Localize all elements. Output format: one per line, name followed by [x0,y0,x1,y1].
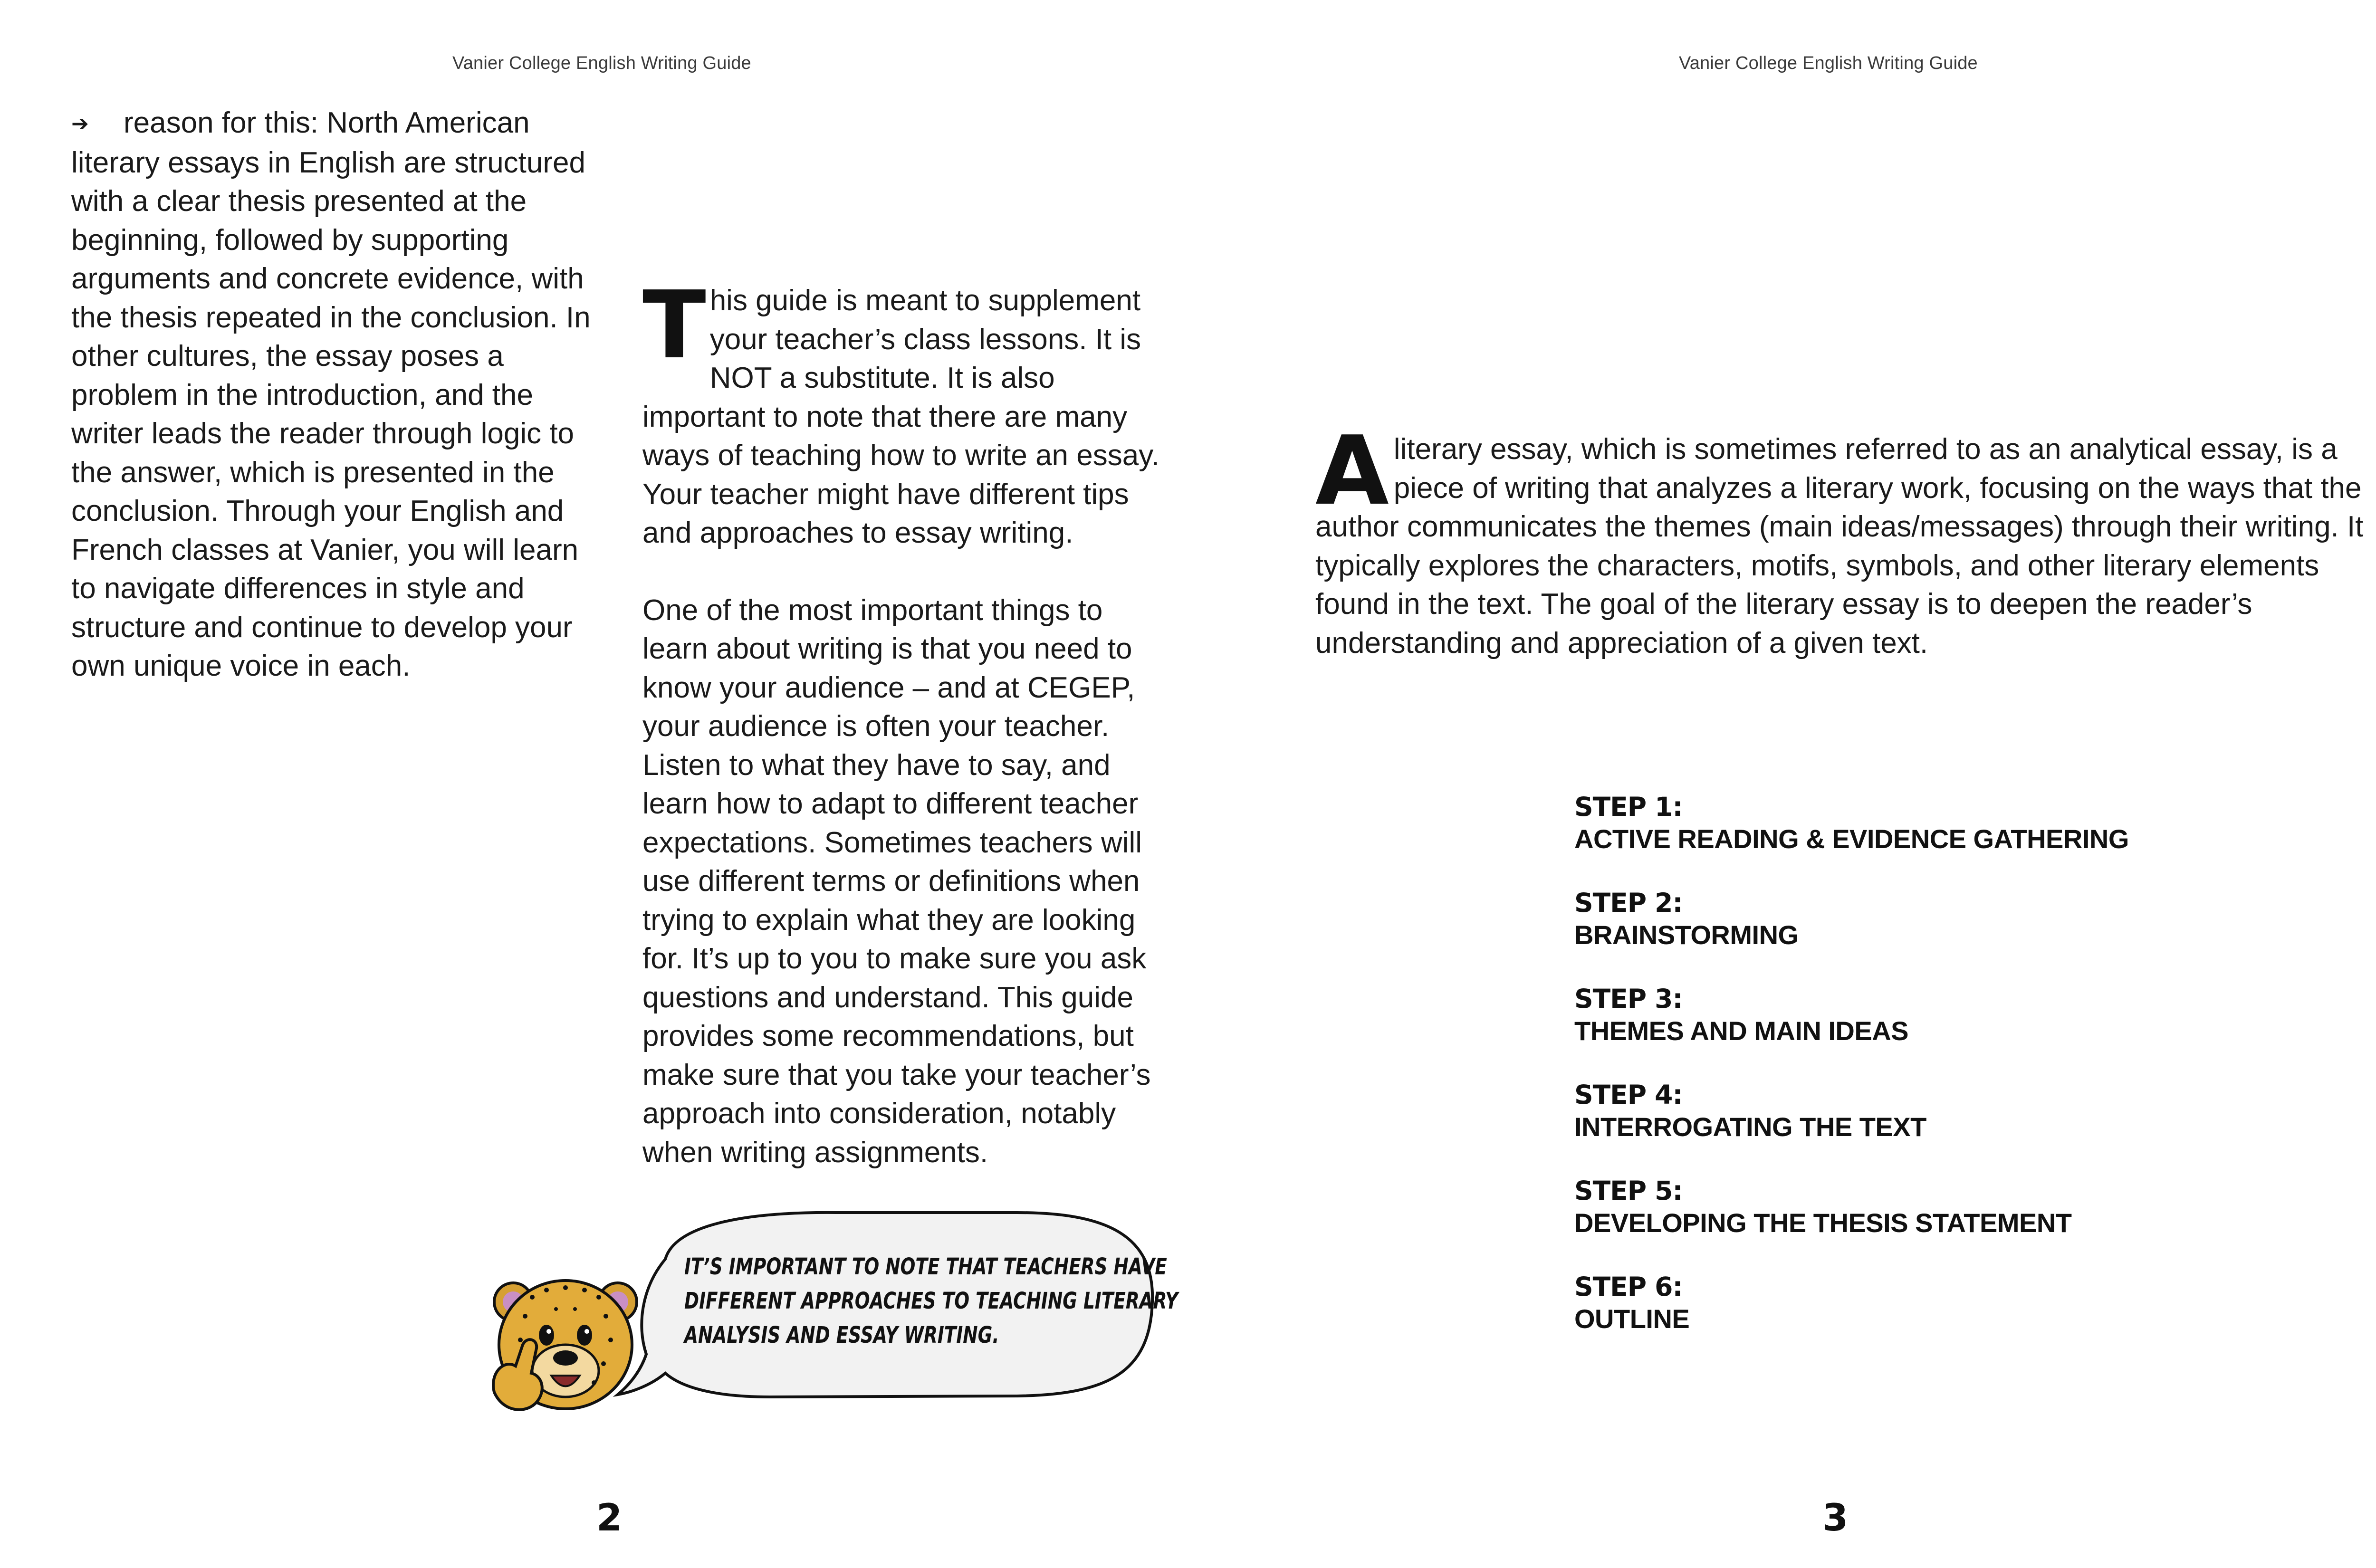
step-number: STEP 4: [1574,1080,1683,1110]
literary-essay-intro [1315,416,2370,662]
speech-line: DIFFERENT APPROACHES TO TEACHING LITERARY [684,1288,1178,1314]
column1-text: reason for this: North American literary essays in English are structured with a clear thesis presented at the beginning, followed by supporting arguments and concrete evidence, with the thesis repeated in the conclusion. In other cultures, the essay poses a problem in the introduction, and the writer leads the reader through logic to the answer, which is presented in the conclusion. Through your English and French classes at Vanier, you will learn to navigate differences in style and structure and continue to develop your own unique voice in each. [71,106,591,682]
step-number: STEP 2: [1574,888,1683,918]
step-item [1574,983,2192,1047]
page-number-left: 2 [596,1497,623,1539]
cheetah-mascot-icon [493,1281,637,1410]
guide-paragraph-2: One of the most important things to learn about writing is that you need to know your audience – and at CEGEP, your audience is often your teacher. Listen to what they have to say, and learn how to adapt to different teacher expectations. Sometimes teachers will use different terms or definitions when trying to explain what they are looking for. It’s up to you to make sure you ask questions and understand. This guide provides some recommendations, but make sure that you take your teacher’s approach into consideration, notably when writing assignments. [642,593,1151,1169]
middle-column-text [642,271,1160,1210]
speech-line: ANALYSIS AND ESSAY WRITING. [684,1322,999,1348]
step-title: DEVELOPING THE THESIS STATEMENT [1574,1208,2072,1238]
speech-line: IT’S IMPORTANT TO NOTE THAT TEACHERS HAVE [684,1253,1167,1280]
page-number-right: 3 [1822,1497,1849,1539]
step-item [1574,1271,2192,1335]
step-item [1574,1175,2192,1239]
step-number: STEP 3: [1574,984,1683,1014]
speech-bubble-text [684,1250,1178,1352]
paragraph1-text: his guide is meant to supplement your teacher’s class lessons. It is NOT a substitute. It is also important to note that there are many ways of teaching how to write an essay. Your teacher might have different tips and approaches to essay writing. [642,284,1159,549]
steps-list [1574,791,2192,1367]
dropcap-t: T [642,271,706,380]
step-title: BRAINSTORMING [1574,920,1799,950]
step-title: ACTIVE READING & EVIDENCE GATHERING [1574,824,2129,854]
intro-text: literary essay, which is sometimes referred to as an analytical essay, is a piece of writing that analyzes a literary work, focusing on the ways that the author communicates the themes (main ideas/messages) through their writing. It typically explores the characters, motifs, symbols, and other literary elements found in the text. The goal of the literary essay is to deepen the reader’s understanding and appreciation of a given text. [1315,433,2364,660]
arrow-icon: ➔ [71,112,89,135]
running-head-right: Vanier College English Writing Guide [1679,53,1978,73]
step-title: THEMES AND MAIN IDEAS [1574,1016,1909,1046]
step-item [1574,887,2192,951]
left-column-text [71,104,599,686]
step-number: STEP 6: [1574,1272,1683,1302]
step-number: STEP 5: [1574,1176,1683,1206]
running-head-left: Vanier College English Writing Guide [452,53,751,73]
guide-paragraph-1 [642,271,1160,553]
mascot-callout [475,1202,1178,1425]
step-number: STEP 1: [1574,792,1683,822]
dropcap-a: A [1315,416,1389,526]
step-title: OUTLINE [1574,1304,1690,1334]
step-title: INTERROGATING THE TEXT [1574,1112,1926,1142]
step-item [1574,1079,2192,1143]
step-item [1574,791,2192,855]
